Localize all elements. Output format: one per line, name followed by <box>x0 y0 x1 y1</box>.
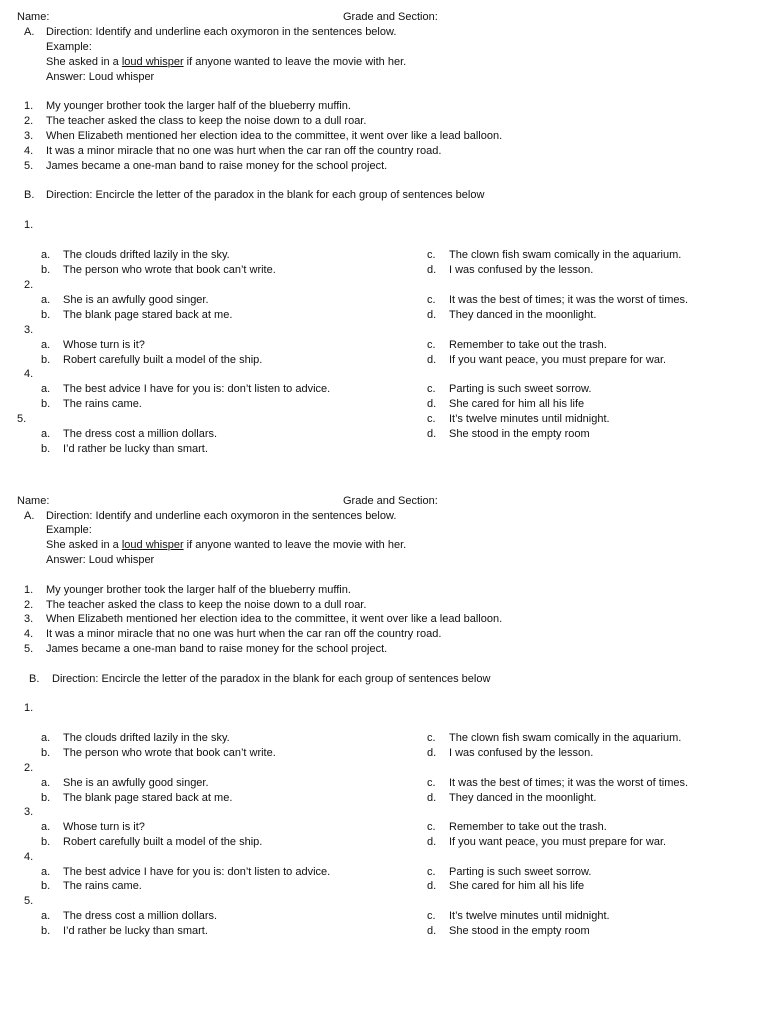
option-text: If you want peace, you must prepare for war. <box>449 836 667 848</box>
example-answer: Answer: Loud whisper <box>46 71 155 83</box>
option-text: The clown fish swam comically in the aquarium. <box>449 249 682 261</box>
name-label: Name: <box>17 11 50 23</box>
option-text: She stood in the empty room <box>449 428 590 440</box>
option-letter[interactable]: a. <box>41 249 51 261</box>
example-after: if anyone wanted to leave the movie with her. <box>183 539 407 551</box>
oxymoron-item-number: 2. <box>24 599 34 611</box>
option-text: Remember to take out the trash. <box>449 339 607 351</box>
paradox-group-number: 4. <box>24 368 34 380</box>
option-text: The rains came. <box>63 398 142 410</box>
option-text: It’s twelve minutes until midnight. <box>449 910 610 922</box>
oxymoron-item-number: 5. <box>24 160 34 172</box>
oxymoron-item-text: James became a one-man band to raise money for the school project. <box>46 160 388 172</box>
option-letter[interactable]: c. <box>427 866 436 878</box>
option-text: I’d rather be lucky than smart. <box>63 925 208 937</box>
paradox-group-number: 5. <box>24 895 34 907</box>
option-text: Robert carefully built a model of the ship. <box>63 354 263 366</box>
oxymoron-item-text: When Elizabeth mentioned her election idea to the committee, it went over like a lead balloon. <box>46 130 503 142</box>
option-text: Parting is such sweet sorrow. <box>449 383 592 395</box>
part-a-letter: A. <box>24 510 35 522</box>
option-text: If you want peace, you must prepare for war. <box>449 354 667 366</box>
option-text: The clown fish swam comically in the aquarium. <box>449 732 682 744</box>
example-oxymoron: loud whisper <box>121 56 184 68</box>
paradox-group-number: 3. <box>24 806 34 818</box>
paradox-group-number: 2. <box>24 762 34 774</box>
example-before: She asked in a <box>46 56 122 68</box>
option-letter[interactable]: c. <box>427 249 436 261</box>
option-letter[interactable]: a. <box>41 821 51 833</box>
option-letter[interactable]: d. <box>427 309 437 321</box>
option-letter[interactable]: c. <box>427 339 436 351</box>
example-oxymoron: loud whisper <box>121 539 184 551</box>
option-letter[interactable]: c. <box>427 821 436 833</box>
option-letter[interactable]: a. <box>41 777 51 789</box>
option-letter[interactable]: a. <box>41 339 51 351</box>
option-text: The clouds drifted lazily in the sky. <box>63 249 230 261</box>
option-letter[interactable]: a. <box>41 732 51 744</box>
grade-section-label: Grade and Section: <box>343 11 438 23</box>
paradox-group-number: 1. <box>24 702 34 714</box>
option-text: Parting is such sweet sorrow. <box>449 866 592 878</box>
option-text: The blank page stared back at me. <box>63 309 233 321</box>
oxymoron-item-number: 1. <box>24 584 34 596</box>
option-text: She cared for him all his life <box>449 880 585 892</box>
option-text: It was the best of times; it was the worst of times. <box>449 294 689 306</box>
oxymoron-item-text: It was a minor miracle that no one was hurt when the car ran off the country road. <box>46 145 442 157</box>
oxymoron-item-text: The teacher asked the class to keep the noise down to a dull roar. <box>46 599 367 611</box>
option-letter[interactable]: b. <box>41 747 51 759</box>
paradox-group-number: 5. <box>17 413 27 425</box>
oxymoron-item-text: James became a one-man band to raise money for the school project. <box>46 643 388 655</box>
option-letter[interactable]: c. <box>427 777 436 789</box>
oxymoron-item-text: My younger brother took the larger half of the blueberry muffin. <box>46 584 351 596</box>
oxymoron-item-number: 3. <box>24 130 34 142</box>
oxymoron-item-text: The teacher asked the class to keep the noise down to a dull roar. <box>46 115 367 127</box>
oxymoron-item-number: 4. <box>24 145 34 157</box>
paradox-group-number: 2. <box>24 279 34 291</box>
option-text: The person who wrote that book can’t write. <box>63 747 276 759</box>
option-letter[interactable]: b. <box>41 792 51 804</box>
option-text: The blank page stared back at me. <box>63 792 233 804</box>
oxymoron-item-number: 2. <box>24 115 34 127</box>
part-b-direction: Direction: Encircle the letter of the paradox in the blank for each group of sentences below <box>52 673 491 685</box>
option-letter[interactable]: d. <box>427 428 437 440</box>
part-a-direction: Direction: Identify and underline each oxymoron in the sentences below. <box>46 510 397 522</box>
option-text: I’d rather be lucky than smart. <box>63 443 208 455</box>
option-letter[interactable]: b. <box>41 925 51 937</box>
option-text: It was the best of times; it was the worst of times. <box>449 777 689 789</box>
option-text: The clouds drifted lazily in the sky. <box>63 732 230 744</box>
option-letter[interactable]: b. <box>41 398 51 410</box>
option-letter[interactable]: c. <box>427 910 436 922</box>
option-letter[interactable]: b. <box>41 880 51 892</box>
option-text: The rains came. <box>63 880 142 892</box>
option-text: She is an awfully good singer. <box>63 294 209 306</box>
part-b-letter: B. <box>24 189 35 201</box>
example-answer: Answer: Loud whisper <box>46 554 155 566</box>
example-label: Example: <box>46 524 92 536</box>
option-text: She is an awfully good singer. <box>63 777 209 789</box>
option-letter[interactable]: d. <box>427 354 437 366</box>
example-sentence <box>46 538 406 552</box>
option-letter[interactable]: b. <box>41 309 51 321</box>
option-letter[interactable]: a. <box>41 866 51 878</box>
example-after: if anyone wanted to leave the movie with her. <box>183 56 407 68</box>
option-text: The person who wrote that book can’t write. <box>63 264 276 276</box>
option-text: They danced in the moonlight. <box>449 309 597 321</box>
option-letter[interactable]: b. <box>41 836 51 848</box>
option-letter[interactable]: d. <box>427 264 437 276</box>
option-letter[interactable]: a. <box>41 383 51 395</box>
paradox-group-number: 1. <box>24 219 34 231</box>
option-letter[interactable]: b. <box>41 354 51 366</box>
option-letter[interactable]: c. <box>427 294 436 306</box>
option-letter[interactable]: c. <box>427 732 436 744</box>
oxymoron-item-text: It was a minor miracle that no one was hurt when the car ran off the country road. <box>46 628 442 640</box>
option-letter[interactable]: c. <box>427 413 436 425</box>
example-label: Example: <box>46 41 92 53</box>
option-letter[interactable]: d. <box>427 747 437 759</box>
option-text: It’s twelve minutes until midnight. <box>449 413 610 425</box>
example-before: She asked in a <box>46 539 122 551</box>
option-letter[interactable]: b. <box>41 264 51 276</box>
option-text: Whose turn is it? <box>63 821 145 833</box>
option-text: The dress cost a million dollars. <box>63 428 218 440</box>
example-sentence <box>46 55 406 69</box>
part-b-direction: Direction: Encircle the letter of the paradox in the blank for each group of sentences below <box>46 189 485 201</box>
oxymoron-item-number: 4. <box>24 628 34 640</box>
option-text: The best advice I have for you is: don’t listen to advice. <box>63 383 331 395</box>
option-letter[interactable]: d. <box>427 836 437 848</box>
option-letter[interactable]: a. <box>41 294 51 306</box>
part-a-letter: A. <box>24 26 35 38</box>
option-letter[interactable]: c. <box>427 383 436 395</box>
option-letter[interactable]: d. <box>427 925 437 937</box>
oxymoron-item-text: When Elizabeth mentioned her election idea to the committee, it went over like a lead balloon. <box>46 613 503 625</box>
option-text: Remember to take out the trash. <box>449 821 607 833</box>
option-letter[interactable]: d. <box>427 880 437 892</box>
option-text: The best advice I have for you is: don’t listen to advice. <box>63 866 331 878</box>
part-b-letter: B. <box>29 673 40 685</box>
option-text: She stood in the empty room <box>449 925 590 937</box>
oxymoron-item-number: 1. <box>24 100 34 112</box>
option-text: They danced in the moonlight. <box>449 792 597 804</box>
option-text: I was confused by the lesson. <box>449 747 594 759</box>
grade-section-label: Grade and Section: <box>343 495 438 507</box>
oxymoron-item-number: 3. <box>24 613 34 625</box>
option-letter[interactable]: a. <box>41 428 51 440</box>
option-text: I was confused by the lesson. <box>449 264 594 276</box>
option-text: Whose turn is it? <box>63 339 145 351</box>
option-text: Robert carefully built a model of the ship. <box>63 836 263 848</box>
option-text: The dress cost a million dollars. <box>63 910 218 922</box>
paradox-group-number: 3. <box>24 324 34 336</box>
option-letter[interactable]: d. <box>427 792 437 804</box>
option-letter[interactable]: a. <box>41 910 51 922</box>
part-a-direction: Direction: Identify and underline each oxymoron in the sentences below. <box>46 26 397 38</box>
option-text: She cared for him all his life <box>449 398 585 410</box>
oxymoron-item-number: 5. <box>24 643 34 655</box>
paradox-group-number: 4. <box>24 851 34 863</box>
name-label: Name: <box>17 495 50 507</box>
option-letter[interactable]: b. <box>41 443 51 455</box>
oxymoron-item-text: My younger brother took the larger half of the blueberry muffin. <box>46 100 351 112</box>
option-letter[interactable]: d. <box>427 398 437 410</box>
